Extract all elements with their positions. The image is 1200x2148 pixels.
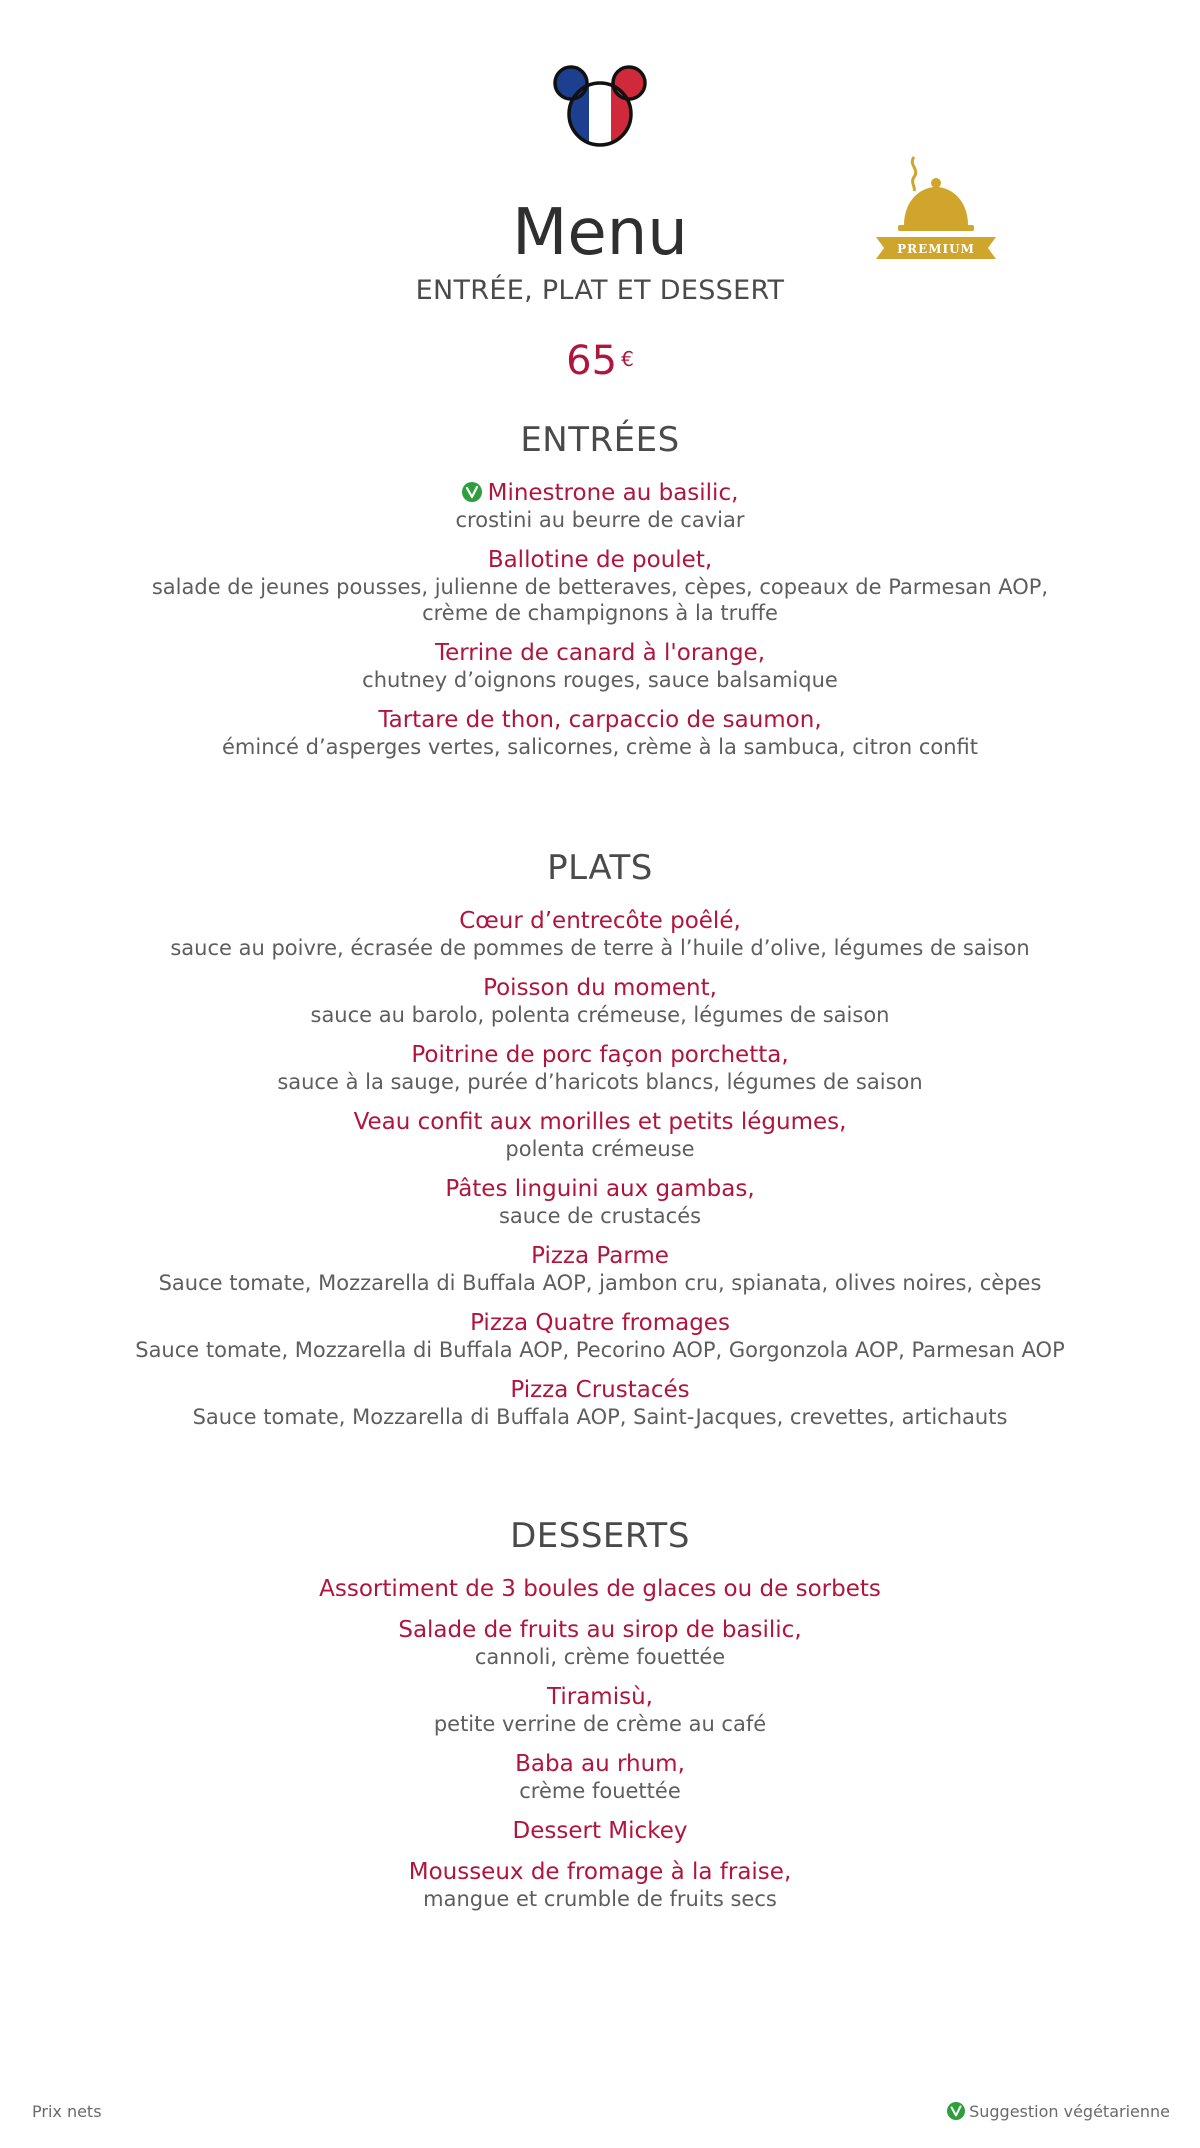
item-name: Terrine de canard à l'orange, — [434, 640, 766, 666]
menu-item — [0, 1859, 1200, 1912]
item-description: sauce de crustacés — [498, 1204, 702, 1228]
menu-item — [0, 1377, 1200, 1430]
item-description: chutney d’oignons rouges, sauce balsamique — [362, 668, 838, 692]
item-description: cannoli, crème fouettée — [474, 1645, 726, 1669]
currency-symbol: € — [621, 347, 634, 371]
item-description: salade de jeunes pousses, julienne de betteraves, cèpes, copeaux de Parmesan AOP, — [151, 575, 1049, 599]
item-name: Pizza Parme — [531, 1243, 669, 1269]
page-subtitle: ENTRÉE, PLAT ET DESSERT — [415, 275, 785, 306]
item-description: Sauce tomate, Mozzarella di Buffala AOP, Pecorino AOP, Gorgonzola AOP, Parmesan AOP — [135, 1338, 1065, 1362]
footer-legend-label: Suggestion végétarienne — [969, 2102, 1170, 2121]
item-name: Pizza Quatre fromages — [470, 1310, 730, 1336]
price-value: 65 — [566, 338, 618, 384]
mickey-french-flag-icon — [552, 64, 648, 148]
page-title: Menu — [512, 196, 688, 270]
section-title-plats: PLATS — [547, 848, 653, 888]
item-name: Tartare de thon, carpaccio de saumon, — [378, 707, 822, 733]
item-description: émincé d’asperges vertes, salicornes, crème à la sambuca, citron confit — [221, 735, 978, 759]
menu-item — [0, 975, 1200, 1028]
item-description: sauce à la sauge, purée d’haricots blancs, légumes de saison — [277, 1070, 923, 1094]
item-name: Minestrone au basilic, — [0, 480, 1200, 507]
item-name: Salade de fruits au sirop de basilic, — [398, 1617, 802, 1643]
item-description: crème fouettée — [519, 1779, 681, 1803]
section-title-desserts: DESSERTS — [510, 1516, 690, 1556]
menu-price — [0, 337, 1200, 385]
menu-item — [0, 1109, 1200, 1162]
section-plats — [0, 848, 1200, 1444]
item-name: Dessert Mickey — [512, 1818, 688, 1844]
menu-item — [0, 480, 1200, 533]
item-description: crostini au beurre de caviar — [455, 508, 745, 532]
item-name: Baba au rhum, — [515, 1751, 685, 1777]
menu-item — [0, 908, 1200, 961]
menu-item — [0, 1617, 1200, 1670]
vegetarian-leaf-icon — [947, 2102, 965, 2120]
menu-item — [0, 640, 1200, 693]
item-description: Sauce tomate, Mozzarella di Buffala AOP, Saint-Jacques, crevettes, artichauts — [192, 1405, 1008, 1429]
menu-item — [0, 1310, 1200, 1363]
item-name: Pizza Crustacés — [510, 1377, 690, 1403]
footer-note: Prix nets — [32, 2102, 102, 2121]
premium-label: PREMIUM — [897, 242, 975, 256]
section-desserts — [0, 1516, 1200, 1926]
item-description: polenta crémeuse — [505, 1137, 695, 1161]
footer-legend — [947, 2102, 1170, 2121]
item-name: Poitrine de porc façon porchetta, — [411, 1042, 789, 1068]
menu-item — [0, 707, 1200, 760]
item-name: Pâtes linguini aux gambas, — [445, 1176, 755, 1202]
menu-item — [0, 1684, 1200, 1737]
section-entrees — [0, 420, 1200, 774]
item-description: mangue et crumble de fruits secs — [423, 1887, 777, 1911]
item-description: crème de champignons à la truffe — [422, 601, 778, 625]
menu-item — [0, 547, 1200, 626]
item-name: Assortiment de 3 boules de glaces ou de sorbets — [319, 1576, 881, 1602]
item-name: Ballotine de poulet, — [487, 547, 713, 573]
item-description: sauce au barolo, polenta crémeuse, légumes de saison — [310, 1003, 890, 1027]
menu-item — [0, 1576, 1200, 1603]
section-title-entrees: ENTRÉES — [520, 420, 680, 460]
menu-header — [0, 195, 1200, 385]
item-description: Sauce tomate, Mozzarella di Buffala AOP, jambon cru, spianata, olives noires, cèpes — [158, 1271, 1042, 1295]
item-name: Mousseux de fromage à la fraise, — [408, 1859, 792, 1885]
item-name: Cœur d’entrecôte poêlé, — [459, 908, 741, 934]
item-name: Veau confit aux morilles et petits légumes, — [353, 1109, 847, 1135]
menu-item — [0, 1751, 1200, 1804]
item-description: sauce au poivre, écrasée de pommes de terre à l’huile d’olive, légumes de saison — [170, 936, 1030, 960]
menu-item — [0, 1818, 1200, 1845]
vegetarian-leaf-icon — [462, 482, 482, 502]
item-name: Tiramisù, — [547, 1684, 653, 1710]
menu-item — [0, 1042, 1200, 1095]
menu-item — [0, 1176, 1200, 1229]
item-name: Poisson du moment, — [483, 975, 717, 1001]
steam-icon — [912, 157, 915, 191]
menu-item — [0, 1243, 1200, 1296]
item-description: petite verrine de crème au café — [433, 1712, 767, 1736]
